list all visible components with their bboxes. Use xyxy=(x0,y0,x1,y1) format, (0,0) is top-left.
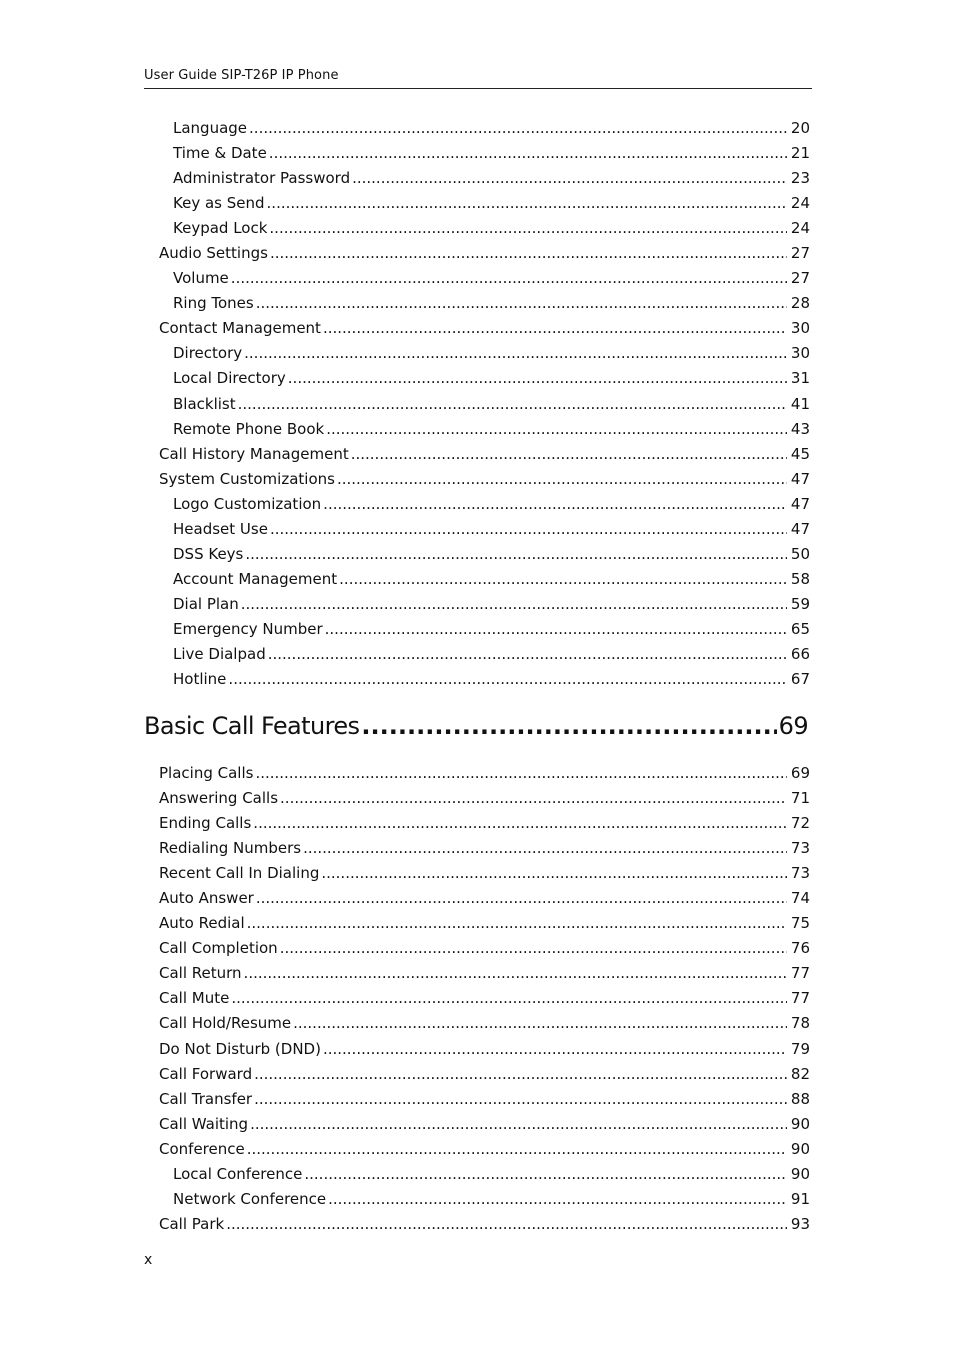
dot-leader xyxy=(254,1087,787,1112)
toc-entry-title: DSS Keys xyxy=(173,544,244,563)
toc-entry-page-number: 73 xyxy=(790,839,810,858)
toc-entry-page-number: 27 xyxy=(790,244,810,263)
toc-entry-page-number: 28 xyxy=(790,294,810,313)
toc-section-top xyxy=(144,116,810,692)
dot-leader xyxy=(303,836,787,861)
dot-leader xyxy=(244,961,787,986)
toc-entry-page-number: 24 xyxy=(790,219,810,238)
toc-entry-title: Blacklist xyxy=(173,394,236,413)
page-header xyxy=(144,68,812,89)
toc-entry-page-number: 74 xyxy=(790,889,810,908)
toc-entry[interactable] xyxy=(144,341,810,366)
toc-entry-title: Dial Plan xyxy=(173,594,239,613)
toc-entry-page-number: 59 xyxy=(790,594,810,613)
toc-entry-page-number: 77 xyxy=(790,989,810,1008)
dot-leader xyxy=(323,492,787,517)
dot-leader xyxy=(238,392,787,417)
toc-entry[interactable] xyxy=(144,1087,810,1112)
toc-entry[interactable] xyxy=(144,291,810,316)
dot-leader xyxy=(267,191,787,216)
header-title: User Guide SIP-T26P IP Phone xyxy=(144,68,339,83)
dot-leader xyxy=(361,708,776,744)
chapter-page-number: 69 xyxy=(778,712,808,740)
toc-entry[interactable] xyxy=(144,811,810,836)
toc-entry[interactable] xyxy=(144,592,810,617)
toc-entry-title: Call Return xyxy=(159,964,242,983)
dot-leader xyxy=(226,1212,787,1237)
dot-leader xyxy=(228,667,786,692)
toc-entry-page-number: 65 xyxy=(790,619,810,638)
toc-entry-title: Call Park xyxy=(159,1214,225,1233)
dot-leader xyxy=(352,166,787,191)
toc-entry[interactable] xyxy=(144,492,810,517)
toc-entry[interactable] xyxy=(144,517,810,542)
dot-leader xyxy=(323,316,787,341)
toc-entry[interactable] xyxy=(144,166,810,191)
toc-entry-page-number: 77 xyxy=(790,964,810,983)
toc-entry-title: Volume xyxy=(173,269,229,288)
toc-entry[interactable] xyxy=(144,1011,810,1036)
toc-entry[interactable] xyxy=(144,392,810,417)
dot-leader xyxy=(321,861,787,886)
toc-entry[interactable] xyxy=(144,241,810,266)
toc-entry-page-number: 47 xyxy=(790,494,810,513)
toc-entry[interactable] xyxy=(144,542,810,567)
page-footer-number: x xyxy=(144,1252,153,1268)
toc-entry-title: Call Transfer xyxy=(159,1089,253,1108)
dot-leader xyxy=(231,986,787,1011)
toc-entry-title: Do Not Disturb (DND) xyxy=(159,1039,321,1058)
toc-entry-title: Keypad Lock xyxy=(173,219,268,238)
toc-entry[interactable] xyxy=(144,1112,810,1137)
toc-entry-page-number: 27 xyxy=(790,269,810,288)
toc-entry-page-number: 21 xyxy=(790,144,810,163)
dot-leader xyxy=(323,1037,787,1062)
dot-leader xyxy=(245,542,787,567)
dot-leader xyxy=(256,886,787,911)
toc-entry[interactable] xyxy=(144,216,810,241)
toc-entry[interactable] xyxy=(144,467,810,492)
toc-entry-page-number: 30 xyxy=(790,319,810,338)
toc-entry-title: Network Conference xyxy=(173,1189,327,1208)
toc-entry-title: Account Management xyxy=(173,569,338,588)
dot-leader xyxy=(247,1137,787,1162)
toc-chapter-entry[interactable] xyxy=(144,708,808,744)
dot-leader xyxy=(328,1187,787,1212)
dot-leader xyxy=(337,467,787,492)
toc-entry-title: Call Hold/Resume xyxy=(159,1014,292,1033)
toc-entry-page-number: 93 xyxy=(790,1214,810,1233)
toc-entry-page-number: 66 xyxy=(790,644,810,663)
toc-entry-page-number: 23 xyxy=(790,169,810,188)
dot-leader xyxy=(249,116,787,141)
toc-entry-page-number: 47 xyxy=(790,519,810,538)
toc-entry-title: Headset Use xyxy=(173,519,268,538)
toc-entry[interactable] xyxy=(144,567,810,592)
dot-leader xyxy=(304,1162,787,1187)
toc-entry-page-number: 90 xyxy=(790,1114,810,1133)
toc-entry[interactable] xyxy=(144,936,810,961)
dot-leader xyxy=(244,341,787,366)
dot-leader xyxy=(270,517,787,542)
toc-entry-title: Time & Date xyxy=(173,144,267,163)
toc-entry[interactable] xyxy=(144,141,810,166)
toc-entry[interactable] xyxy=(144,886,810,911)
toc-entry-title: Redialing Numbers xyxy=(159,839,302,858)
toc-section-bottom xyxy=(144,761,810,1237)
dot-leader xyxy=(270,241,787,266)
toc-entry[interactable] xyxy=(144,911,810,936)
toc-entry[interactable] xyxy=(144,986,810,1011)
toc-entry-page-number: 79 xyxy=(790,1039,810,1058)
toc-entry-page-number: 50 xyxy=(790,544,810,563)
toc-entry-title: Ring Tones xyxy=(173,294,254,313)
dot-leader xyxy=(231,266,787,291)
dot-leader xyxy=(351,442,787,467)
toc-entry-page-number: 67 xyxy=(790,670,810,689)
toc-entry-title: Call Waiting xyxy=(159,1114,249,1133)
toc-entry-page-number: 90 xyxy=(790,1139,810,1158)
toc-entry[interactable] xyxy=(144,861,810,886)
dot-leader xyxy=(256,291,787,316)
dot-leader xyxy=(326,417,787,442)
dot-leader xyxy=(254,1062,787,1087)
dot-leader xyxy=(325,617,787,642)
toc-entry-page-number: 75 xyxy=(790,914,810,933)
toc-entry-page-number: 82 xyxy=(790,1064,810,1083)
toc-entry-page-number: 47 xyxy=(790,469,810,488)
toc-entry-page-number: 24 xyxy=(790,194,810,213)
toc-entry[interactable] xyxy=(144,316,810,341)
toc-entry-title: Language xyxy=(173,119,248,137)
dot-leader xyxy=(280,936,787,961)
dot-leader xyxy=(250,1112,787,1137)
toc-entry[interactable] xyxy=(144,786,810,811)
toc-entry[interactable] xyxy=(144,417,810,442)
toc-entry-page-number: 76 xyxy=(790,939,810,958)
toc-entry-title: Auto Redial xyxy=(159,914,245,933)
toc-entry[interactable] xyxy=(144,1062,810,1087)
toc-entry-title: Answering Calls xyxy=(159,789,279,808)
toc-entry[interactable] xyxy=(144,191,810,216)
toc-entry-title: System Customizations xyxy=(159,469,335,488)
toc-entry-title: Auto Answer xyxy=(159,889,254,908)
toc-entry-page-number: 43 xyxy=(790,419,810,438)
toc-entry-page-number: 41 xyxy=(790,394,810,413)
dot-leader xyxy=(255,761,786,786)
toc-entry-title: Key as Send xyxy=(173,194,265,213)
toc-entry-title: Local Directory xyxy=(173,369,286,388)
toc-entry-title: Local Conference xyxy=(173,1164,303,1183)
dot-leader xyxy=(269,216,787,241)
toc-entry-page-number: 20 xyxy=(790,119,810,137)
toc-entry-title: Call Mute xyxy=(159,989,230,1008)
dot-leader xyxy=(247,911,787,936)
toc-entry-page-number: 73 xyxy=(790,864,810,883)
toc-entry[interactable] xyxy=(144,667,810,692)
toc-entry-title: Contact Management xyxy=(159,319,321,338)
dot-leader xyxy=(253,811,787,836)
toc-entry-page-number: 91 xyxy=(790,1189,810,1208)
toc-entry[interactable] xyxy=(144,266,810,291)
toc-entry-page-number: 72 xyxy=(790,814,810,833)
toc-entry-page-number: 71 xyxy=(790,789,810,808)
dot-leader xyxy=(280,786,787,811)
toc-entry[interactable] xyxy=(144,642,810,667)
toc-entry[interactable] xyxy=(144,1037,810,1062)
dot-leader xyxy=(268,642,787,667)
toc-entry[interactable] xyxy=(144,1162,810,1187)
toc-entry[interactable] xyxy=(144,442,810,467)
dot-leader xyxy=(293,1011,787,1036)
toc-entry[interactable] xyxy=(144,961,810,986)
toc-entry-page-number: 90 xyxy=(790,1164,810,1183)
toc-entry-title: Directory xyxy=(173,344,243,363)
dot-leader xyxy=(288,366,787,391)
dot-leader xyxy=(241,592,787,617)
toc-entry[interactable] xyxy=(144,836,810,861)
toc-entry-title: Call Completion xyxy=(159,939,278,958)
toc-entry-title: Conference xyxy=(159,1139,245,1158)
toc-entry-title: Emergency Number xyxy=(173,619,323,638)
toc-entry-page-number: 78 xyxy=(790,1014,810,1033)
toc-entry-title: Ending Calls xyxy=(159,814,252,833)
toc-entry-page-number: 69 xyxy=(790,764,810,782)
toc-entry[interactable] xyxy=(144,761,810,786)
toc-entry-page-number: 45 xyxy=(790,444,810,463)
toc-entry-page-number: 58 xyxy=(790,569,810,588)
toc-entry-title: Recent Call In Dialing xyxy=(159,864,320,883)
toc-entry[interactable] xyxy=(144,116,810,141)
dot-leader xyxy=(339,567,787,592)
toc-entry[interactable] xyxy=(144,617,810,642)
toc-entry-page-number: 88 xyxy=(790,1089,810,1108)
dot-leader xyxy=(269,141,787,166)
toc-entry-title: Administrator Password xyxy=(173,169,351,188)
toc-entry-page-number: 31 xyxy=(790,369,810,388)
toc-entry-title: Call Forward xyxy=(159,1064,253,1083)
toc-entry-title: Remote Phone Book xyxy=(173,419,325,438)
toc-entry[interactable] xyxy=(144,1137,810,1162)
toc-entry-title: Placing Calls xyxy=(159,764,254,782)
toc-entry[interactable] xyxy=(144,1212,810,1237)
toc-entry-title: Audio Settings xyxy=(159,244,268,263)
toc-entry-title: Live Dialpad xyxy=(173,644,266,663)
toc-entry-title: Logo Customization xyxy=(173,494,322,513)
toc-entry-title: Call History Management xyxy=(159,444,349,463)
toc-entry-page-number: 30 xyxy=(790,344,810,363)
toc-entry[interactable] xyxy=(144,1187,810,1212)
toc-entry-title: Hotline xyxy=(173,670,227,689)
chapter-title: Basic Call Features xyxy=(144,712,360,740)
toc-entry[interactable] xyxy=(144,366,810,391)
